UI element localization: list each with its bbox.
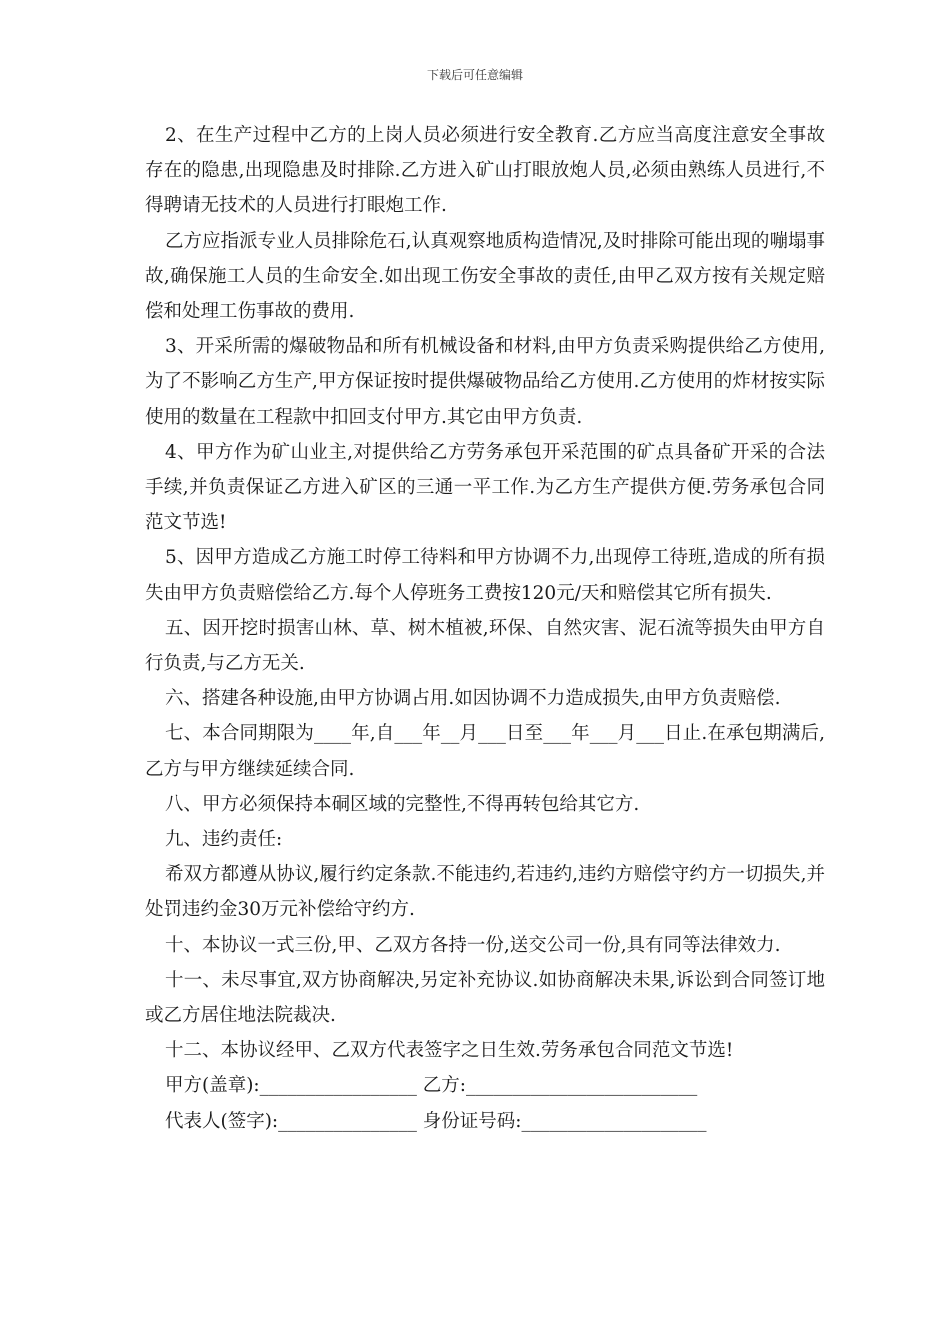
clause-six: 六、搭建各种设施,由甲方协调占用.如因协调不力造成损失,由甲方负责赔偿.: [165, 688, 781, 710]
page-header-note: 下载后可任意编辑: [426, 68, 523, 82]
signature-line-representative: 代表人(签字):_______________ 身份证号码:____________________: [165, 1110, 707, 1132]
clause-eight: 八、甲方必须保持本硐区域的完整性,不得再转包给其它方.: [165, 793, 640, 815]
clause-5: 5、因甲方造成乙方施工时停工待料和甲方协调不力,出现停工待班,造成的所有损失由甲方负责赔偿给乙方.每个人停班务工费按120元/天和赔偿其它所有损失.: [145, 547, 825, 604]
clause-eleven: 十一、未尽事宜,双方协商解决,另定补充协议.如协商解决未果,诉讼到合同签订地或乙方居住地法院裁决.: [145, 969, 825, 1027]
clause-nine-body: 希双方都遵从协议,履行约定条款.不能违约,若违约,违约方赔偿守约方一切损失,并处罚违约金30万元补偿给守约方.: [145, 864, 825, 921]
clause-five: 五、因开挖时损害山林、草、树木植被,环保、自然灾害、泥石流等损失由甲方自行负责,与乙方无关.: [145, 617, 825, 675]
clause-nine-heading: 九、违约责任:: [165, 829, 283, 851]
signature-line-party-a: 甲方(盖章):_________________ 乙方:_________________________: [165, 1075, 698, 1097]
clause-3: 3、开采所需的爆破物品和所有机械设备和材料,由甲方负责采购提供给乙方使用,为了不影响乙方生产,甲方保证按时提供爆破物品给乙方使用.乙方使用的炸材按实际使用的数量在工程款中扣回支付甲方.其它由甲方负责.: [145, 336, 825, 428]
clause-2: 2、在生产过程中乙方的上岗人员必须进行安全教育.乙方应当高度注意安全事故存在的隐患,出现隐患及时排除.乙方进入矿山打眼放炮人员,必须由熟练人员进行,不得聘请无技术的人员进行打眼炮工作.: [145, 125, 825, 217]
clause-2-continued: 乙方应指派专业人员排除危石,认真观察地质构造情况,及时排除可能出现的嘣塌事故,确保施工人员的生命安全.如出现工伤安全事故的责任,由甲乙双方按有关规定赔偿和处理工伤事故的费用.: [145, 230, 825, 323]
clause-seven: 七、本合同期限为____年,自___年__月___日至___年___月___日止.在承包期满后,乙方与甲方继续延续合同.: [145, 723, 825, 780]
clause-ten: 十、本协议一式三份,甲、乙双方各持一份,送交公司一份,具有同等法律效力.: [165, 934, 781, 956]
clause-4: 4、甲方作为矿山业主,对提供给乙方劳务承包开采范围的矿点具备矿开采的合法手续,并负责保证乙方进入矿区的三通一平工作.为乙方生产提供方便.劳务承包合同范文节选!: [145, 441, 825, 534]
clause-twelve: 十二、本协议经甲、乙双方代表签字之日生效.劳务承包合同范文节选!: [165, 1040, 734, 1062]
contract-body: [145, 118, 825, 1139]
